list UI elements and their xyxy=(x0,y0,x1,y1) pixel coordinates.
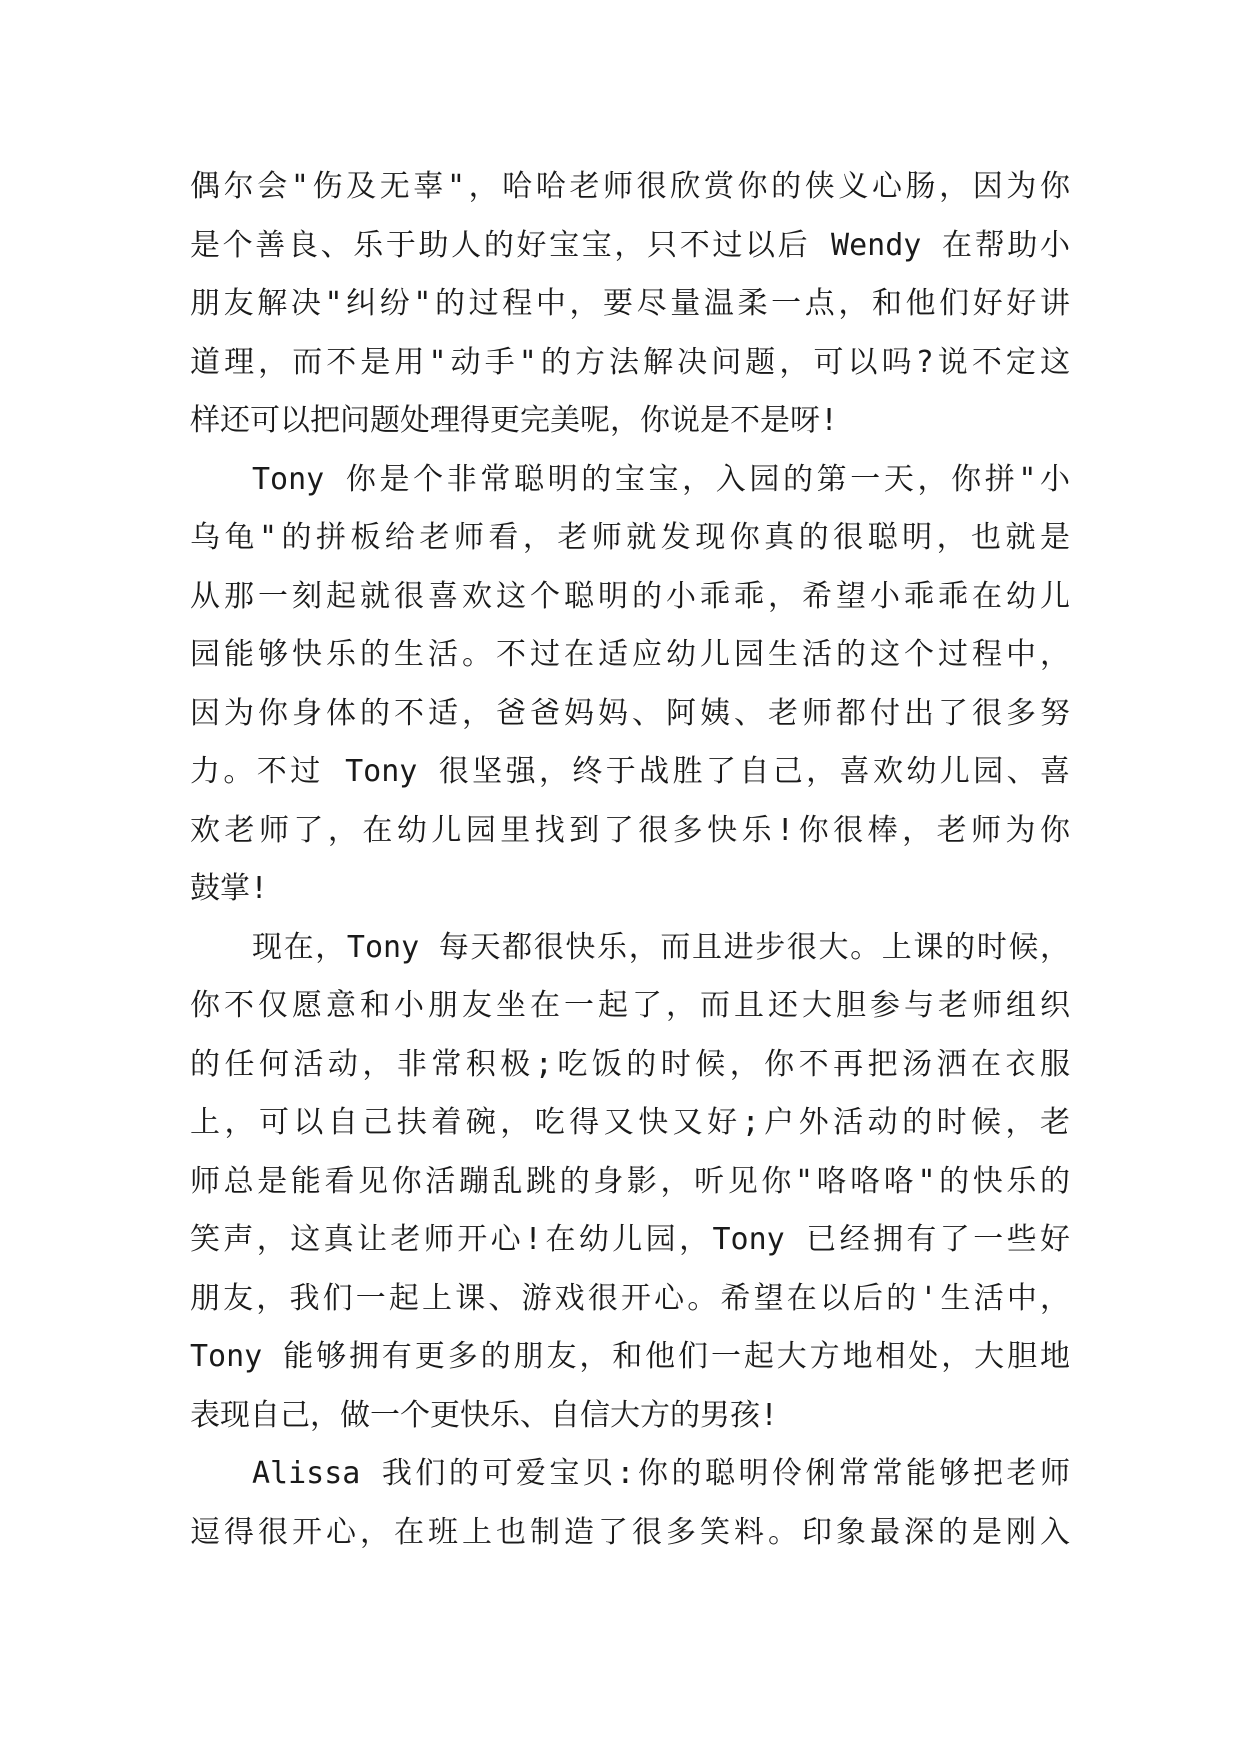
text-line: 的任何活动，非常积极;吃饭的时候，你不再把汤洒在衣服 xyxy=(190,1046,1070,1082)
paragraph-first-line: Tony 你是个非常聪明的宝宝，入园的第一天，你拼"小 xyxy=(252,461,1070,497)
text-line: 笑声，这真让老师开心!在幼儿园，Tony 已经拥有了一些好 xyxy=(190,1222,1070,1257)
text-line: 逗得很开心，在班上也制造了很多笑料。印象最深的是刚入 xyxy=(190,1514,1070,1550)
text-line: 师总是能看见你活蹦乱跳的身影，听见你"咯咯咯"的快乐的 xyxy=(190,1163,1070,1199)
text-line: 样还可以把问题处理得更完美呢，你说是不是呀! xyxy=(190,403,839,438)
text-line: 是个善良、乐于助人的好宝宝，只不过以后 Wendy 在帮助小 xyxy=(190,227,1070,263)
text-line: 乌龟"的拼板给老师看，老师就发现你真的很聪明，也就是 xyxy=(190,520,1070,555)
body-text xyxy=(190,158,1070,1562)
paragraph-first-line: Alissa 我们的可爱宝贝:你的聪明伶俐常常能够把老师 xyxy=(252,1456,1070,1491)
text-line: 朋友，我们一起上课、游戏很开心。希望在以后的'生活中， xyxy=(190,1280,1070,1316)
text-line: 欢老师了，在幼儿园里找到了很多快乐!你很棒，老师为你 xyxy=(190,812,1070,848)
paragraph-first-line: 现在，Tony 每天都很快乐，而且进步很大。上课的时候， xyxy=(252,929,1070,965)
text-line: 力。不过 Tony 很坚强，终于战胜了自己，喜欢幼儿园、喜 xyxy=(190,754,1070,789)
text-line: 园能够快乐的生活。不过在适应幼儿园生活的这个过程中， xyxy=(190,637,1070,672)
text-line: 道理，而不是用"动手"的方法解决问题，可以吗?说不定这 xyxy=(190,344,1070,380)
text-line: Tony 能够拥有更多的朋友，和他们一起大方地相处，大胆地 xyxy=(190,1339,1070,1374)
text-line: 从那一刻起就很喜欢这个聪明的小乖乖，希望小乖乖在幼儿 xyxy=(190,578,1070,614)
text-line: 偶尔会"伤及无辜"，哈哈老师很欣赏你的侠义心肠，因为你 xyxy=(190,169,1070,204)
text-line: 因为你身体的不适，爸爸妈妈、阿姨、老师都付出了很多努 xyxy=(190,695,1070,731)
text-line: 表现自己，做一个更快乐、自信大方的男孩! xyxy=(190,1397,779,1433)
text-line: 朋友解决"纠纷"的过程中，要尽量温柔一点，和他们好好讲 xyxy=(190,286,1070,321)
text-line: 上，可以自己扶着碗，吃得又快又好;户外活动的时候，老 xyxy=(190,1105,1070,1140)
text-line: 鼓掌! xyxy=(190,871,269,906)
text-line: 你不仅愿意和小朋友坐在一起了，而且还大胆参与老师组织 xyxy=(190,988,1070,1023)
